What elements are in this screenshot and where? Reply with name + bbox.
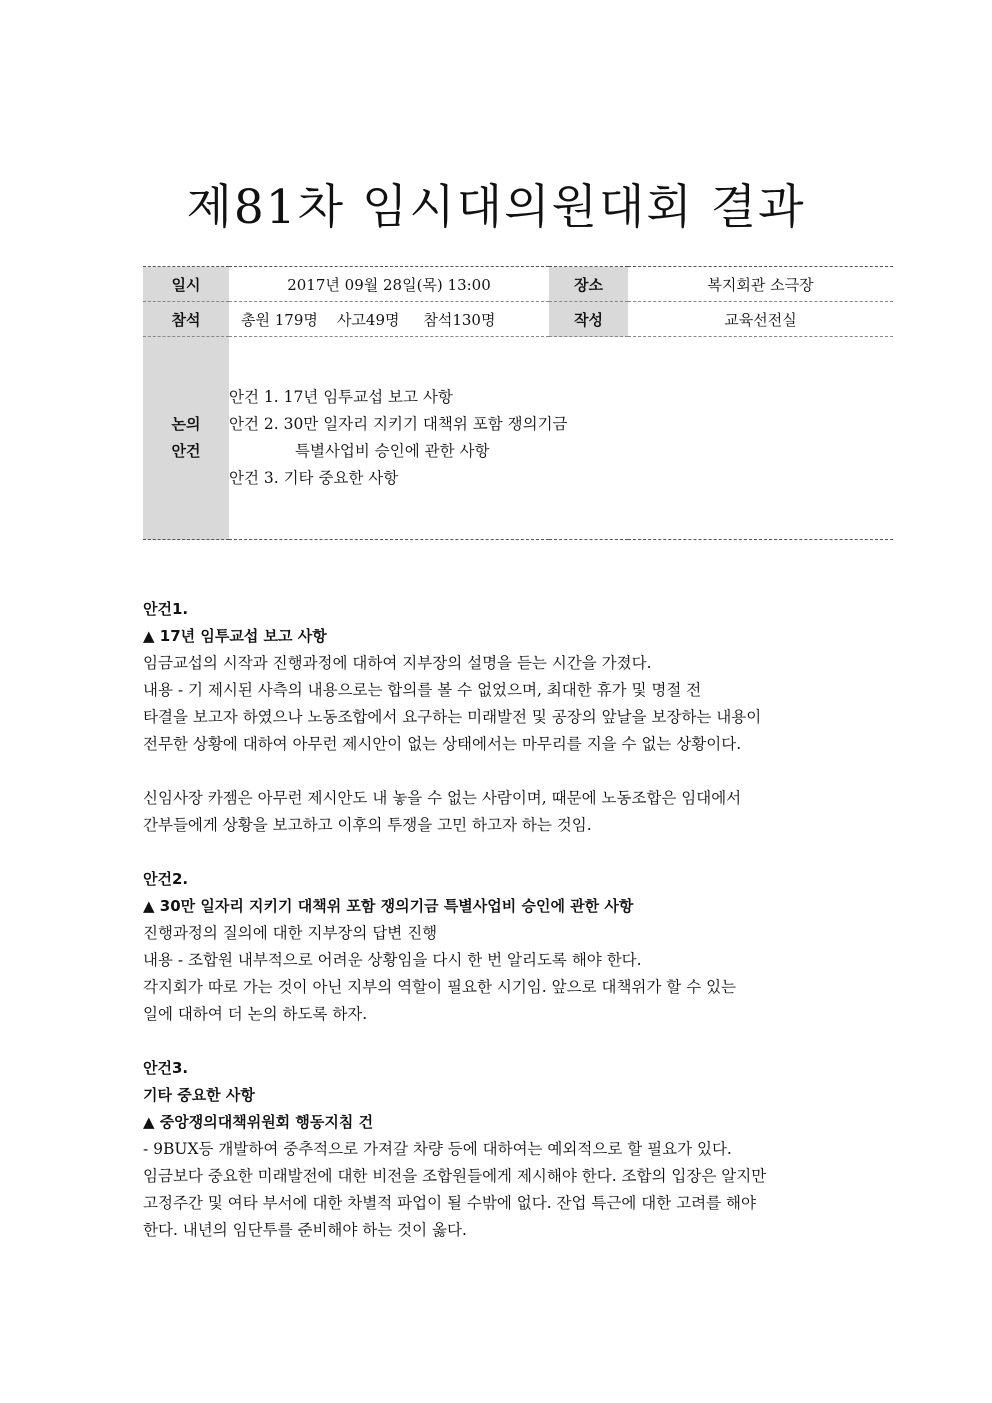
page-title: 제81차 임시대의원대회 결과: [186, 180, 806, 235]
paragraph-line: 전무한 상황에 대하여 아무런 제시안이 없는 상태에서는 마무리를 지을 수 없는 상황이다.: [143, 735, 742, 753]
section-heading-2: 기타 중요한 사항: [143, 1086, 255, 1104]
paragraph-line: 간부들에게 상황을 보고하고 이후의 투쟁을 고민 하고자 하는 것임.: [143, 816, 592, 834]
info-row-agenda: [143, 337, 893, 540]
writer-label: 작성: [549, 302, 628, 337]
place-label: 장소: [549, 267, 628, 302]
paragraph-line: 임금교섭의 시작과 진행과정에 대하여 지부장의 설명을 듣는 시간을 가졌다.: [143, 654, 652, 672]
section-heading: 안건2.: [143, 870, 189, 888]
blank-line: [143, 1028, 883, 1055]
section-heading: 안건1.: [143, 600, 189, 618]
section-subheading: ▲ 30만 일자리 지키기 대책위 포함 쟁의기금 특별사업비 승인에 관한 사항: [143, 897, 634, 915]
agenda-item: 안건 2. 30만 일자리 지키기 대책위 포함 쟁의기금: [229, 415, 568, 433]
section-heading: 안건3.: [143, 1059, 189, 1077]
blank-line: [143, 758, 883, 785]
agenda-label: [143, 337, 229, 540]
agenda-list: [229, 337, 893, 540]
info-row-attendance: [143, 302, 893, 337]
agenda-label-line-1: 논의: [171, 415, 201, 433]
paragraph-line: 내용 - 조합원 내부적으로 어려운 상황임을 다시 한 번 알리도록 해야 한다.: [143, 951, 642, 969]
minutes-body: [143, 596, 883, 1244]
paragraph-line: 타결을 보고자 하였으나 노동조합에서 요구하는 미래발전 및 공장의 앞날을 보장하는 내용이: [143, 708, 762, 726]
info-row-date: [143, 267, 893, 302]
paragraph-line: 신임사장 카젬은 아무런 제시안도 내 놓을 수 없는 사람이며, 때문에 노동조합은 임대에서: [143, 789, 742, 807]
agenda-item-continued: 특별사업비 승인에 관한 사항: [295, 442, 490, 460]
paragraph-line: 진행과정의 질의에 대한 지부장의 답변 진행: [143, 924, 438, 942]
agenda-item: 안건 1. 17년 임투교섭 보고 사항: [229, 388, 453, 406]
paragraph-line: 임금보다 중요한 미래발전에 대한 비전을 조합원들에게 제시해야 한다. 조합의 입장은 알지만: [143, 1167, 767, 1185]
agenda-item: 안건 3. 기타 중요한 사항: [229, 469, 399, 487]
paragraph-line: 각지회가 따로 가는 것이 아닌 지부의 역할이 필요한 시기임. 앞으로 대책위가 할 수 있는: [143, 978, 737, 996]
writer-value: 교육선전실: [628, 302, 893, 337]
paragraph-line: 일에 대하여 더 논의 하도록 하자.: [143, 1005, 368, 1023]
paragraph-line: 내용 - 기 제시된 사측의 내용으로는 합의를 볼 수 없었으며, 최대한 휴가 및 명절 전: [143, 681, 702, 699]
date-label: 일시: [143, 267, 229, 302]
paragraph-line: - 9BUX등 개발하여 중추적으로 가져갈 차량 등에 대하여는 예외적으로 할 필요가 있다.: [143, 1140, 732, 1158]
blank-line: [143, 839, 883, 866]
date-value: 2017년 09월 28일(목) 13:00: [229, 267, 549, 302]
agenda-label-line-2: 안건: [171, 442, 201, 460]
section-subheading: ▲ 중앙쟁의대책위원회 행동지침 건: [143, 1113, 374, 1131]
paragraph-line: 고정주간 및 여타 부서에 대한 차별적 파업이 될 수밖에 없다. 잔업 특근에 대한 고려를 해야: [143, 1194, 756, 1212]
attend-value: 총원 179명 사고49명 참석130명: [229, 302, 549, 337]
meeting-info-table: [143, 266, 893, 540]
place-value: 복지회관 소극장: [628, 267, 893, 302]
attend-label: 참석: [143, 302, 229, 337]
paragraph-line: 한다. 내년의 임단투를 준비해야 하는 것이 옳다.: [143, 1221, 467, 1239]
section-subheading: ▲ 17년 임투교섭 보고 사항: [143, 627, 327, 645]
